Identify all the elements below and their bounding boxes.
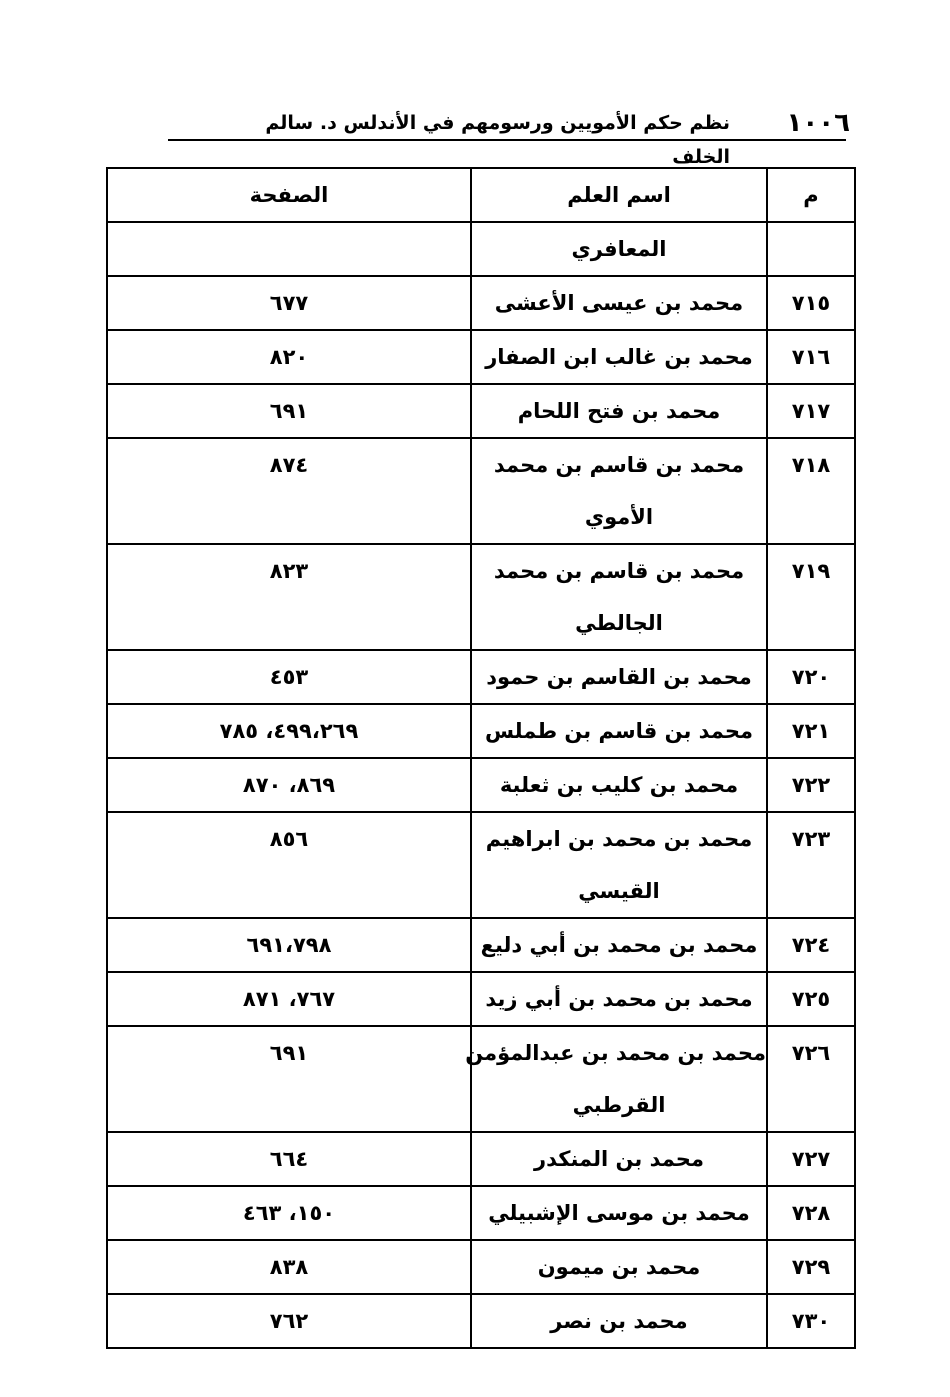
row-number: ٧٢٢ — [791, 773, 831, 797]
page-refs: ٨٥٦ — [269, 827, 309, 851]
page-refs-cell — [107, 1294, 471, 1348]
name-line: محمد بن محمد بن أبي زيد — [485, 987, 753, 1011]
page-refs: ٦٩١ — [269, 1041, 309, 1065]
row-number: ٧١٦ — [791, 345, 831, 369]
name-cell — [471, 222, 767, 276]
row-number-cell — [767, 222, 855, 276]
name-cell — [471, 544, 767, 650]
table-row — [107, 384, 855, 438]
name-cell — [471, 1294, 767, 1348]
row-number — [768, 223, 854, 275]
table-row — [107, 972, 855, 1026]
row-number-cell — [767, 972, 855, 1026]
table-body — [107, 222, 855, 1348]
page-refs — [108, 223, 470, 275]
name-line: محمد بن محمد بن عبدالمؤمن — [465, 1041, 766, 1065]
row-number: ٧٢٠ — [791, 665, 831, 689]
page-refs: ٦٩١ — [269, 399, 309, 423]
name-line: المعافري — [571, 237, 667, 261]
page-refs: ٤٥٣ — [269, 665, 309, 689]
name-cell — [471, 330, 767, 384]
name-line: محمد بن قاسم بن محمد — [493, 559, 745, 583]
column-header-number: م — [767, 168, 855, 222]
page-refs: ٤٩٩،٢٦٩، ٧٨٥ — [219, 719, 359, 743]
name-line: محمد بن عيسى الأعشى — [494, 291, 744, 315]
running-title: نظم حكم الأمويين ورسومهم في الأندلس د. سالم الخلف — [265, 112, 730, 168]
page-refs: ٨٦٩، ٨٧٠ — [242, 773, 336, 797]
row-number-cell — [767, 384, 855, 438]
page-refs-cell — [107, 972, 471, 1026]
name-cell — [465, 1026, 767, 1132]
name-line: محمد بن نصر — [550, 1309, 688, 1333]
table-row — [107, 1294, 855, 1348]
row-number: ٧٢٥ — [791, 987, 831, 1011]
table-row — [107, 812, 855, 918]
header-rule — [168, 139, 846, 141]
row-number: ٧١٩ — [791, 559, 831, 583]
page-refs: ٦٧٧ — [269, 291, 309, 315]
name-cell — [471, 1132, 767, 1186]
row-number-cell — [767, 1294, 855, 1348]
page-refs: ١٥٠، ٤٦٣ — [242, 1201, 336, 1225]
row-number-cell — [767, 650, 855, 704]
table-row — [107, 704, 855, 758]
page-refs: ٨٧٤ — [269, 453, 309, 477]
name-cell — [471, 438, 767, 544]
row-number-cell — [767, 758, 855, 812]
table-header-row — [107, 168, 855, 222]
row-number-cell — [767, 704, 855, 758]
page-refs-cell — [107, 1026, 471, 1132]
page-refs-cell — [107, 276, 471, 330]
name-cell — [471, 384, 767, 438]
name-line: محمد بن قاسم بن طملس — [484, 719, 754, 743]
table-row — [107, 1186, 855, 1240]
name-line: الأموي — [584, 505, 654, 529]
page-refs-cell — [107, 650, 471, 704]
page-refs: ٨٢٣ — [269, 559, 309, 583]
table-row — [107, 1240, 855, 1294]
table-row — [107, 276, 855, 330]
name-cell — [471, 812, 767, 918]
table-row — [107, 1132, 855, 1186]
page-refs-cell — [107, 1240, 471, 1294]
row-number: ٧٢١ — [791, 719, 831, 743]
name-cell — [471, 704, 767, 758]
row-number-cell — [767, 812, 855, 918]
name-cell — [471, 276, 767, 330]
row-number: ٧١٨ — [791, 453, 831, 477]
name-line: محمد بن محمد بن أبي دليع — [480, 933, 758, 957]
name-line: الجالطي — [575, 611, 663, 635]
name-cell — [471, 1240, 767, 1294]
row-number-cell — [767, 330, 855, 384]
page-refs: ٨٢٠ — [269, 345, 309, 369]
page-refs-cell — [107, 812, 471, 918]
table-row — [107, 438, 855, 544]
row-number-cell — [767, 276, 855, 330]
row-number: ٧٣٠ — [791, 1309, 831, 1333]
page-refs-cell — [107, 384, 471, 438]
row-number-cell — [767, 1026, 855, 1132]
name-line: محمد بن كليب بن ثعلبة — [499, 773, 739, 797]
page-refs-cell — [107, 544, 471, 650]
page-refs-cell — [107, 704, 471, 758]
row-number: ٧٢٧ — [791, 1147, 831, 1171]
row-number: ٧١٧ — [791, 399, 831, 423]
row-number-cell — [767, 918, 855, 972]
page-refs-cell — [107, 1132, 471, 1186]
name-line: القيسي — [578, 879, 660, 903]
row-number-cell — [767, 1186, 855, 1240]
table-row — [107, 222, 855, 276]
row-number: ٧٢٤ — [791, 933, 831, 957]
name-line: محمد بن ميمون — [537, 1255, 701, 1279]
page-refs: ٨٣٨ — [269, 1255, 309, 1279]
table-row — [107, 758, 855, 812]
page-refs: ٧٦٢ — [269, 1309, 309, 1333]
row-number-cell — [767, 1132, 855, 1186]
name-line: محمد بن فتح اللحام — [517, 399, 721, 423]
page-refs-cell — [107, 438, 471, 544]
page-refs: ٧٦٧، ٨٧١ — [242, 987, 336, 1011]
page-refs-cell — [107, 758, 471, 812]
name-line: محمد بن محمد بن ابراهيم — [485, 827, 753, 851]
row-number: ٧٢٨ — [791, 1201, 831, 1225]
page-refs-cell — [107, 918, 471, 972]
name-line: محمد بن القاسم بن حمود — [486, 665, 752, 689]
page-refs-cell — [107, 222, 471, 276]
table-row — [107, 544, 855, 650]
row-number: ٧٢٩ — [791, 1255, 831, 1279]
table-row — [107, 330, 855, 384]
row-number-cell — [767, 438, 855, 544]
column-header-page: الصفحة — [107, 168, 471, 222]
table-row — [107, 1026, 855, 1132]
row-number: ٧٢٦ — [791, 1041, 831, 1065]
name-cell — [471, 758, 767, 812]
name-line: محمد بن غالب ابن الصفار — [485, 345, 753, 369]
name-cell — [471, 972, 767, 1026]
table-row — [107, 650, 855, 704]
row-number: ٧١٥ — [791, 291, 831, 315]
page-refs: ٦٩١،٧٩٨ — [246, 933, 332, 957]
page-number: ١٠٠٦ — [786, 108, 850, 138]
page-refs-cell — [107, 330, 471, 384]
table-row — [107, 918, 855, 972]
name-line: محمد بن موسى الإشبيلي — [488, 1201, 750, 1225]
name-line: محمد بن قاسم بن محمد — [493, 453, 745, 477]
name-line: محمد بن المنكدر — [534, 1147, 704, 1171]
row-number-cell — [767, 1240, 855, 1294]
name-cell — [471, 918, 767, 972]
page-refs: ٦٦٤ — [269, 1147, 309, 1171]
name-cell — [471, 1186, 767, 1240]
row-number-cell — [767, 544, 855, 650]
name-line: القرطبي — [572, 1093, 666, 1117]
name-cell — [471, 650, 767, 704]
row-number: ٧٢٣ — [791, 827, 831, 851]
names-index-table — [106, 167, 856, 1349]
column-header-name: اسم العلم — [471, 168, 767, 222]
page-refs-cell — [107, 1186, 471, 1240]
